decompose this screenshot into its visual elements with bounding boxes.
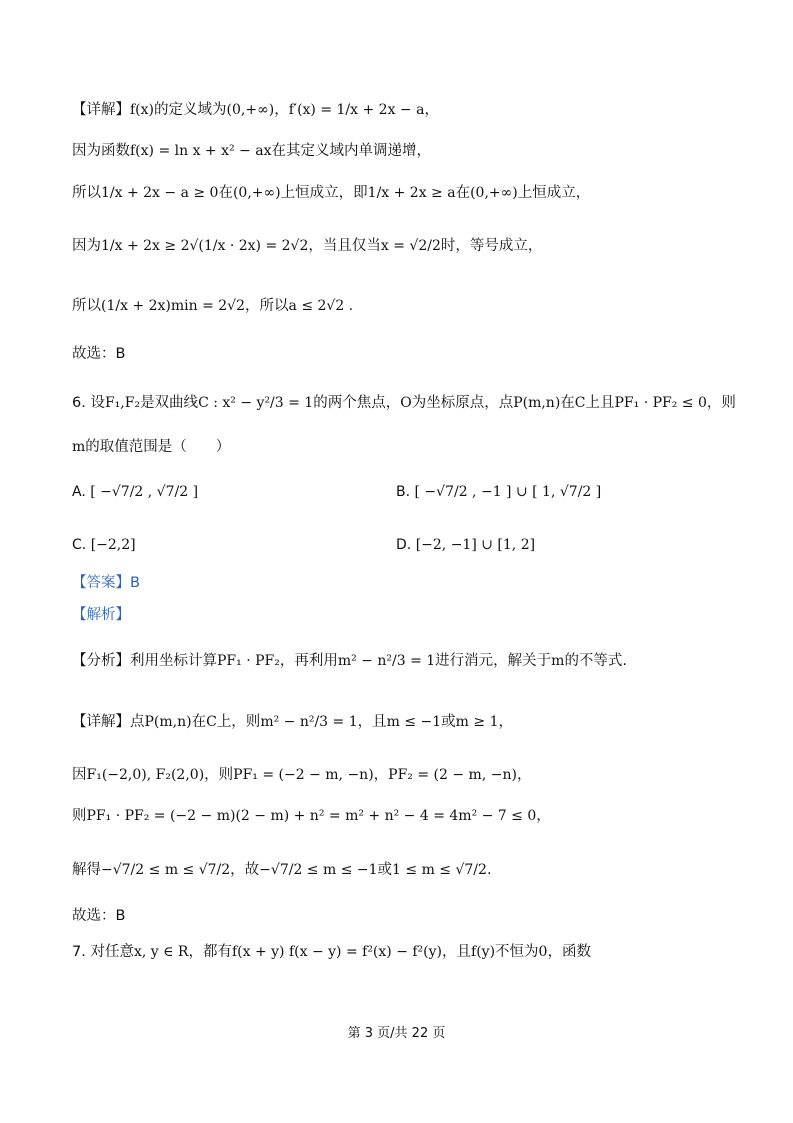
text: 的取值范围是（ ） [85, 439, 231, 455]
detail-6-line-4 [72, 860, 492, 880]
text: ，则 [204, 767, 234, 783]
option-a [72, 484, 198, 500]
text: 上，则 [216, 714, 261, 730]
option-label: C. [72, 537, 87, 553]
text: 解得 [72, 862, 101, 878]
math-expr: m ≤ −1 [386, 714, 442, 730]
detail-line-4 [72, 236, 542, 256]
math-expr: C [206, 714, 217, 730]
text: ，故 [230, 862, 260, 878]
math-expr: (0,+∞) [232, 185, 281, 201]
text: ，则 [706, 395, 736, 411]
answer-tag-6: 【答案】B [72, 575, 140, 591]
text: ，且 [357, 714, 387, 730]
detail-tag: 【详解】 [72, 102, 130, 118]
math-expr: C : x² − y²/3 = 1 [198, 395, 314, 411]
text: 所以 [72, 298, 101, 314]
math-expr: PF₁ · PF₂ ≤ 0 [614, 395, 707, 411]
text: 点 [130, 714, 145, 730]
option-c [72, 537, 136, 553]
option-b [396, 484, 601, 500]
math-expr: 1/x + 2x ≥ a [367, 185, 456, 201]
option-value: [ −√7/2 , −1 ] ∪ [ 1, √7/2 ] [414, 484, 602, 500]
math-expr: O [400, 395, 412, 411]
text: 为坐标原点，点 [411, 395, 514, 411]
math-expr: f(x) = ln x + x² − ax [130, 143, 272, 159]
option-value: [ −√7/2 , √7/2 ] [90, 484, 199, 500]
text: 上且 [585, 395, 615, 411]
text: 则 [72, 808, 87, 824]
math-expr: a ≤ 2√2 . [288, 298, 354, 314]
question-7-line-1 [72, 942, 591, 962]
math-expr: m² − n²/3 = 1 [260, 714, 358, 730]
math-expr: f(x + y) f(x − y) = f²(x) − f²(y) [231, 944, 443, 960]
math-expr: −√7/2 ≤ m ≤ √7/2 [101, 862, 231, 878]
answer-5: 故选：B [72, 346, 126, 362]
text: 在 [191, 714, 207, 730]
detail-line-5 [72, 296, 353, 316]
math-expr: PF₁ · PF₂ = (−2 − m)(2 − m) + n² = m² + n² − 4 = 4m² − 7 ≤ 0 [86, 808, 537, 824]
math-expr: F₁,F₂ [104, 395, 141, 411]
math-expr: m [72, 439, 86, 455]
question-number: 6. 设 [72, 395, 105, 411]
math-expr: P(m,n) [144, 714, 192, 730]
text: 时，等号成立， [440, 238, 543, 254]
text: ，且 [442, 944, 472, 960]
text: ，所以 [245, 298, 289, 314]
math-expr: x, y ∈ R [133, 944, 189, 960]
math-expr: f′(x) = 1/x + 2x − a [288, 102, 425, 118]
page-footer: 第 3 页/共 22 页 [347, 1026, 446, 1041]
math-expr: 1 ≤ m ≤ √7/2 [392, 862, 487, 878]
text: 的两个焦点， [313, 395, 401, 411]
math-expr: 0 [538, 944, 548, 960]
math-expr: f(y) [471, 944, 496, 960]
text: ，当且仅当 [308, 238, 381, 254]
text: 上恒成立，即 [280, 185, 368, 201]
text: 是双曲线 [140, 395, 199, 411]
text: ， [536, 808, 551, 824]
text: . [486, 862, 492, 878]
text: 因为函数 [72, 143, 130, 159]
detail-line-2 [72, 141, 431, 161]
text: 因 [72, 767, 87, 783]
text: ， [373, 767, 389, 783]
math-expr: 1/x + 2x − a ≥ 0 [101, 185, 219, 201]
text: 不恒为 [495, 944, 539, 960]
math-expr: −√7/2 ≤ m ≤ −1 [259, 862, 378, 878]
question-6-line-1 [72, 393, 736, 413]
math-expr: PF₁ = (−2 − m, −n) [233, 767, 374, 783]
text: 进行消元，解关于 [435, 653, 552, 669]
math-expr: (0,+∞) [470, 185, 518, 201]
math-expr: PF₁ · PF₂ [217, 653, 280, 669]
math-expr: P(m,n) [513, 395, 561, 411]
option-d [396, 537, 535, 553]
text: 上恒成立， [517, 185, 591, 201]
text: ，都有 [188, 944, 232, 960]
question-number: 7. 对任意 [72, 944, 134, 960]
detail-6-line-3 [72, 806, 551, 826]
text: ，再利用 [279, 653, 338, 669]
math-expr: 1/x + 2x ≥ 2√(1/x · 2x) = 2√2 [101, 238, 309, 254]
text: 在 [560, 395, 575, 411]
math-expr: m ≥ 1 [455, 714, 499, 730]
math-expr: (0,+∞) [226, 102, 275, 118]
text: 在其定义域内单调递增， [271, 143, 431, 159]
text: ， [498, 714, 513, 730]
math-expr: x = √2/2 [380, 238, 441, 254]
text: 的定义域为 [154, 102, 227, 118]
detail-line-3 [72, 183, 590, 203]
text: ， [424, 102, 439, 118]
text: 在 [218, 185, 233, 201]
answer-6: 故选：B [72, 908, 126, 924]
math-expr: m² − n²/3 = 1 [337, 653, 436, 669]
analysis-line-6 [72, 651, 627, 671]
detail-tag: 【详解】 [72, 714, 130, 730]
option-label: A. [72, 484, 86, 500]
math-expr: F₁(−2,0), F₂(2,0) [86, 767, 205, 783]
text: 因为 [72, 238, 101, 254]
text: ， [274, 102, 289, 118]
math-expr: f(x) [130, 102, 155, 118]
math-expr: m [551, 653, 565, 669]
math-expr: PF₂ = (2 − m, −n) [388, 767, 517, 783]
option-label: D. [396, 537, 412, 553]
math-expr: (1/x + 2x)min = 2√2 [101, 298, 246, 314]
text: 的不等式. [564, 653, 628, 669]
analysis-tag-6: 【解析】 [72, 607, 130, 623]
text: 利用坐标计算 [130, 653, 217, 669]
option-label: B. [396, 484, 411, 500]
question-6-line-2 [72, 437, 230, 457]
text: 或 [441, 714, 456, 730]
detail-line-1 [72, 100, 439, 120]
detail-6-line-2 [72, 765, 531, 785]
option-value: [−2,2] [90, 537, 136, 553]
analysis-tag: 【分析】 [72, 653, 130, 669]
text: ， [516, 767, 532, 783]
text: 所以 [72, 185, 101, 201]
text: ，函数 [547, 944, 591, 960]
math-expr: C [574, 395, 586, 411]
text: 在 [455, 185, 471, 201]
detail-6-line-1 [72, 712, 513, 732]
option-value: [−2, −1] ∪ [1, 2] [415, 537, 536, 553]
text: 或 [377, 862, 393, 878]
